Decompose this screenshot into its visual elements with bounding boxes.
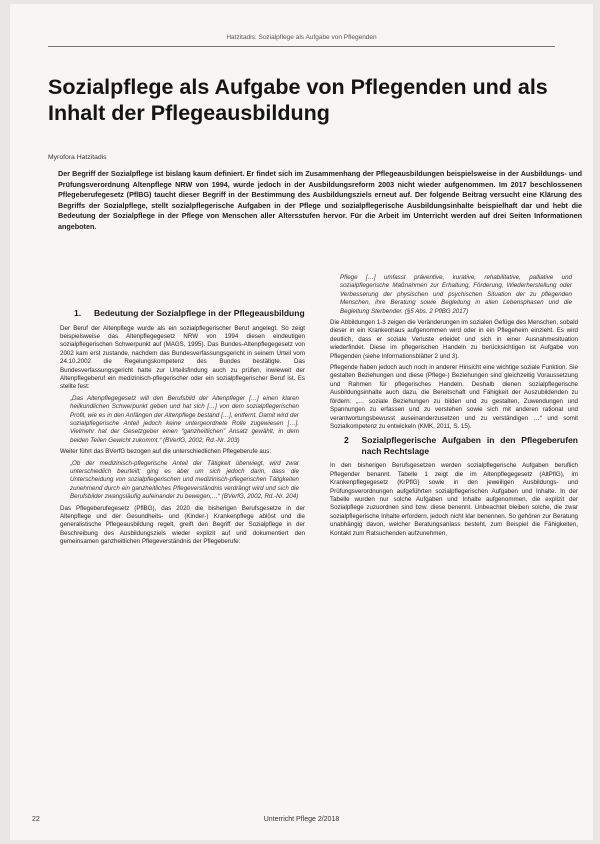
paragraph: In den bisherigen Berufsgesetzen werden sozialpflegerische Aufgaben beruflich Pflegender benannt. Tabelle 1 zeigt die im Altenpflegegesetz (AltPflG), im Krankenpflegegesetz (KrPflG) sowie in den jeweiligen Ausbildungs- und Prüfungsverordnungen aufgeführten sozialpflegerischen Aufgaben und Inhalte. In der Tabelle wurden nur solche Aufgaben und Inhalte aufgenommen, die explizit der Sozialpflege zuzuordnen sind bzw. diese benennt. Unbeachtet bleiben solche, die zwar sozialpflegerische Inhalte erfordern, jedoch nicht klar benennen. So gehören zur Beratung unabhängig davon, welcher Beratungsanlass besteht, zum Beispiel die Fähigkeiten, Kontakt zum Ratsuchenden aufzunehmen, [330, 462, 578, 537]
section-title: Bedeutung der Sozialpflege in der Pflegeausbildung [94, 308, 305, 318]
header-rule [48, 46, 555, 47]
section-number: 1. [74, 308, 82, 318]
running-head: Hatzitadis: Sozialpflege als Aufgabe von Pflegenden [226, 34, 377, 41]
abstract: Der Begriff der Sozialpflege ist bislang kaum definiert. Er findet sich im Zusammenhang der Pflegeausbildungen beispielsweise in der Ausbildungs- und Prüfungsverordnung Altenpflege NRW von 1994, wurde jedoch in der Ausbildungsreform 2003 nicht wieder aufgenommen. Im 2017 beschlossenen Pflegeberufegesetz (PflBG) taucht dieser Begriff in der Bestimmung des Ausbildungsziels erneut auf. Der folgende Beitrag versucht eine Klärung des Begriffs der Sozialpflege, stellt sozialpflegerische Aufgaben in der Pflege und sozialpflegerische Ausbildungsinhalte beispielhaft dar und hebt die Bedeutung der Sozialpflege in der Pflege von Menschen aller Altersstufen hervor. Für die Arbeit im Unterricht werden auf drei Seiten Informationen angeboten. [58, 169, 582, 231]
block-quote: Pflege […] umfasst präventive, kurative, rehabilitative, palliative und sozialpflegerische Maßnahmen zur Erhaltung, Förderung, Wiederherstellung oder Verbesserung der physischen und psychischen Situation der zu pflegenden Menschen, ihre Beratung sowie Begleitung in allen Lebensphasen und die Begleitung Sterbender. (§5 Abs. 2 PflBG 2017) [340, 274, 572, 315]
paragraph: Der Beruf der Altenpflege wurde als ein sozialpflegerischer Beruf angelegt. So zeigt beispielsweise das Altenpflegegesetz NRW von 1994 diesen eindeutigen sozialpflegerischen Schwerpunkt auf (MAGS, 1995). Das Bundes-Altenpflegegesetz von 2002 kam erst zustande, nachdem das Bundesverfassungsgericht in seinem Urteil vom 24.10.2002 die Regelungskompetenz des Bundes bestätigte. Das Bundesverfassungsgericht hatte zur Urteilsfindung auch zu prüfen, inwieweit der Altenpflegeberuf ein medizinisch-pflegerischer oder ein sozialpflegerischer Beruf ist. Es stellte fest: [60, 324, 305, 391]
section-title: Sozialpflegerische Aufgaben in den Pflegeberufen nach Rechtslage [361, 435, 578, 456]
section-heading-1 [74, 308, 305, 319]
paragraph: Das Pflegeberufegesetz (PflBG), das 2020 die bisherigen Berufsgesetze in der Altenpflege und der Gesundheits- und (Kinder-) Krankenpflege ablöst und die generalistische Pflegeausbildung regelt, greift den Begriff der Sozialpflege in der Beschreibung des Ausbildungsziels wieder explizit auf und dokumentiert den gemeinsamen ganzheitlichen Pflegeverständnis der Pflegeberufe: [60, 504, 305, 546]
paragraph: Pflegende haben jedoch auch noch in anderer Hinsicht eine wichtige soziale Funktion. Sie gestalten Beziehungen und diese (Pflege-) Beziehungen sind gleichzeitig Voraussetzung und Rahmen für pflegerisches Handeln. Deshalb dienen sozialpflegerische Ausbildungsinhalte auch dazu, die Bereitschaft und Fähigkeit der Auszubildenden zu fördern: „… soziale Beziehungen zu bilden und zu gestalten, Zuwendungen und Spannungen zu erfassen und zu verstehen sowie sich mit anderen rational und verantwortungsbewusst auseinanderzusetzen und zu verständigen …“ und somit Sozialkompetenz zu entwickeln (KMK, 2011, S. 15). [330, 364, 578, 430]
article-title: Sozialpflege als Aufgabe von Pflegenden und als Inhalt der Pflegeausbildung [48, 75, 548, 125]
paragraph: Weiter führt das BVerfG bezogen auf die unterschiedlichen Pflegeberufe aus: [60, 448, 272, 456]
journal-name: Unterricht Pflege 2/2018 [263, 816, 340, 823]
left-column [60, 304, 305, 550]
right-column [330, 272, 578, 541]
author-name: Myrofora Hatzitadis [48, 154, 107, 161]
block-quote: „Ob der medizinisch-pflegerische Anteil der Tätigkeit überwiegt, wird zwar unterschiedlich beurteilt; ging es aber um sich jedoch darin, dass die Unterscheidung von sozialpflegerischen und medizinisch-pflegerischen Tätigkeiten zunehmend durch ein ganzheitliches Pflegeverständnis verdrängt wird und sich die Berufsbilder zwangsläufig aufeinander zu bewegen,…“ (BVerfG, 2002, Rd.-Nr. 204) [70, 459, 299, 501]
section-number: 2 [344, 435, 349, 446]
document-page [10, 4, 593, 840]
page-number: 22 [32, 816, 40, 823]
paragraph: Die Abbildungen 1-3 zeigen die Veränderungen im sozialen Gefüge des Menschen, sobald dieser in ein Krankenhaus aufgenommen wird oder in ein Pflegeheim einzieht. Es wird deutlich, dass er soziale Verluste erleidet und sich in einer Ausnahmesituation wiederfindet. Diese im pflegerischen Handeln zu berücksichtigen ist Aufgabe von Pflegenden (siehe Informationsblätter 2 und 3). [330, 319, 579, 360]
block-quote: „Das Altenpflegegesetz will den Berufsbild der Altenpfleger […] einen klaren heilkundlichen Schwerpunkt geben und hat sich […] von dem sozialpflegerischen Profil, wie es in den Anfängen der Altenpflege bestand […], entfernt. Damit wird der sozialpflegerische Anteil jedoch keine untergeordnete Rolle zugewiesen […]. Vielmehr hat der Gesetzgeber einen “ganzheitlichen” Ansatz gewählt, in dem beiden Teilen Gewicht zukommt.“ (BVerfG, 2002, Rd.-Nr. 203) [70, 394, 299, 444]
section-heading-2 [344, 435, 578, 456]
